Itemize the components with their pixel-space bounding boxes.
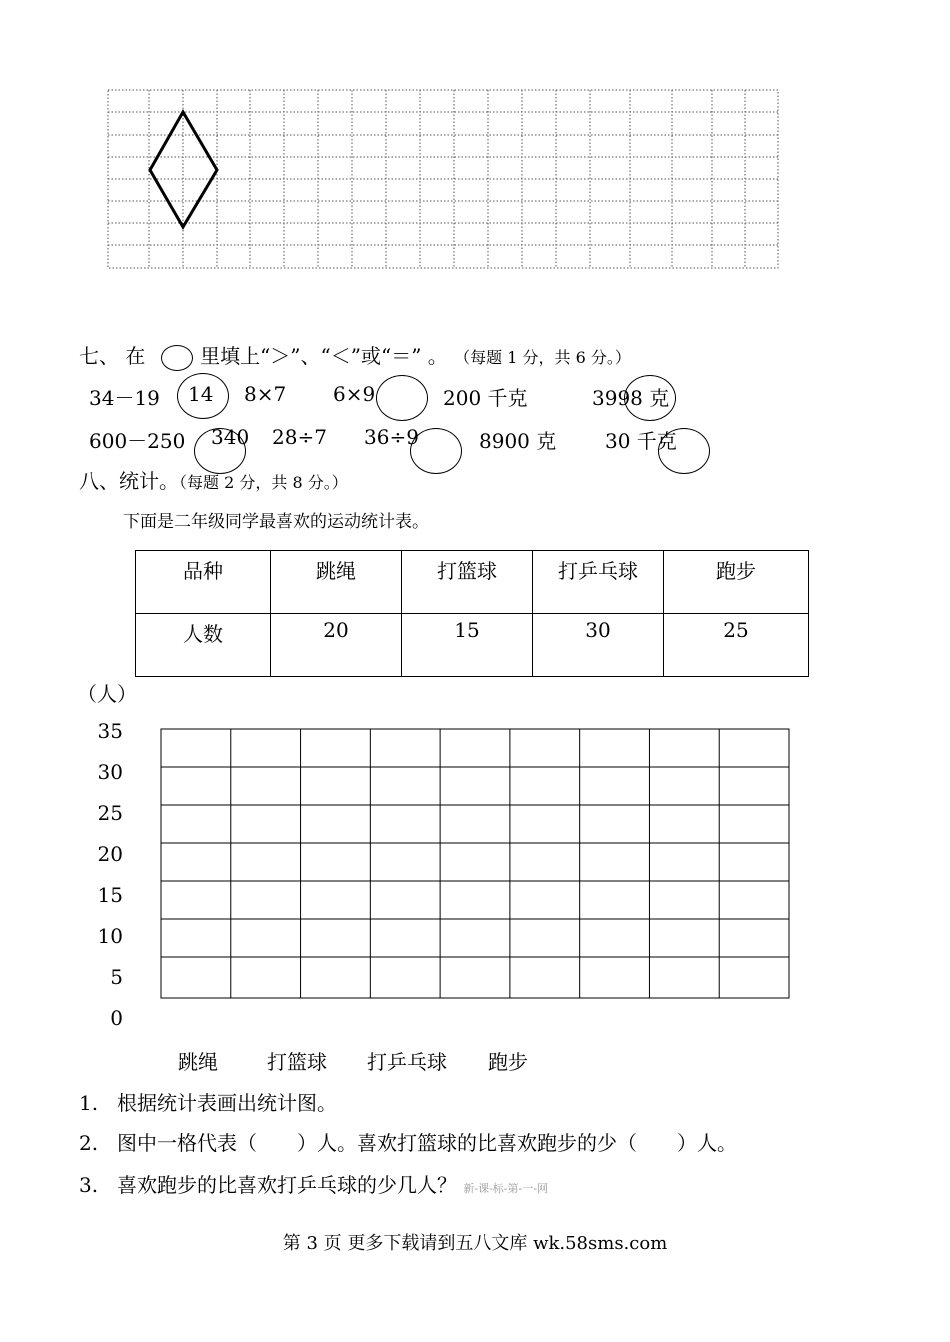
question-1: 1. 根据统计表画出统计图。 (79, 1091, 337, 1115)
page-footer: 第 3 页 更多下载请到五八文库 wk.58sms.com (282, 1233, 668, 1254)
compare-item: 600－250 (89, 429, 186, 453)
x-category-label: 打乒乓球 (367, 1050, 447, 1074)
compare-item: 200 千克 (443, 386, 528, 410)
compare-item: 340 (211, 425, 250, 449)
compare-item: 6×9 (333, 382, 376, 406)
y-tick-label: 30 (97, 760, 123, 784)
y-tick-label: 15 (97, 883, 123, 907)
table-cell: 跑步 (664, 551, 809, 614)
table-cell: 打篮球 (402, 551, 533, 614)
y-tick-label: 0 (110, 1006, 123, 1030)
table-cell: 跳绳 (271, 551, 402, 614)
compare-item: 8×7 (244, 382, 287, 406)
table-cell: 打乒乓球 (533, 551, 664, 614)
table-cell: 品种 (136, 551, 271, 614)
y-tick-label: 25 (97, 801, 123, 825)
question-2: 2. 图中一格代表（ ）人。喜欢打篮球的比喜欢跑步的少（ ）人。 (79, 1131, 737, 1155)
compare-item: 34－19 (89, 386, 160, 410)
x-category-label: 跳绳 (178, 1050, 218, 1074)
table-cell: 20 (271, 614, 402, 677)
y-tick-label: 20 (97, 842, 123, 866)
x-category-label: 打篮球 (267, 1050, 327, 1074)
question-3: 3. 喜欢跑步的比喜欢打乒乓球的少几人？ 新-课-标-第-一-网 (79, 1173, 548, 1197)
table-cell: 30 (533, 614, 664, 677)
compare-item: 36÷9 (364, 425, 419, 449)
chart-frame (161, 729, 789, 998)
compare-item: 8900 克 (479, 429, 557, 453)
table-cell: 25 (664, 614, 809, 677)
compare-item: 28÷7 (272, 425, 327, 449)
chart-unit-label: （人） (77, 682, 137, 706)
x-category-label: 跑步 (488, 1050, 528, 1074)
compare-item: 3998 克 (592, 386, 670, 410)
table-cell: 人数 (136, 614, 271, 677)
table-cell: 15 (402, 614, 533, 677)
y-tick-label: 5 (110, 965, 123, 989)
compare-item: 30 千克 (605, 429, 677, 453)
y-tick-label: 10 (97, 924, 123, 948)
compare-item: 14 (188, 382, 214, 406)
section8-intro: 下面是二年级同学最喜欢的运动统计表。 (123, 512, 429, 532)
y-tick-label: 35 (97, 719, 123, 743)
watermark-text: 新-课-标-第-一-网 (463, 1182, 548, 1195)
section8-title: 八、统计。（每题 2 分，共 8 分。） (79, 469, 348, 493)
section7-title: 七、 在 里填上“＞”、“＜”或“＝” 。 （每题 1 分，共 6 分。） (79, 344, 631, 368)
